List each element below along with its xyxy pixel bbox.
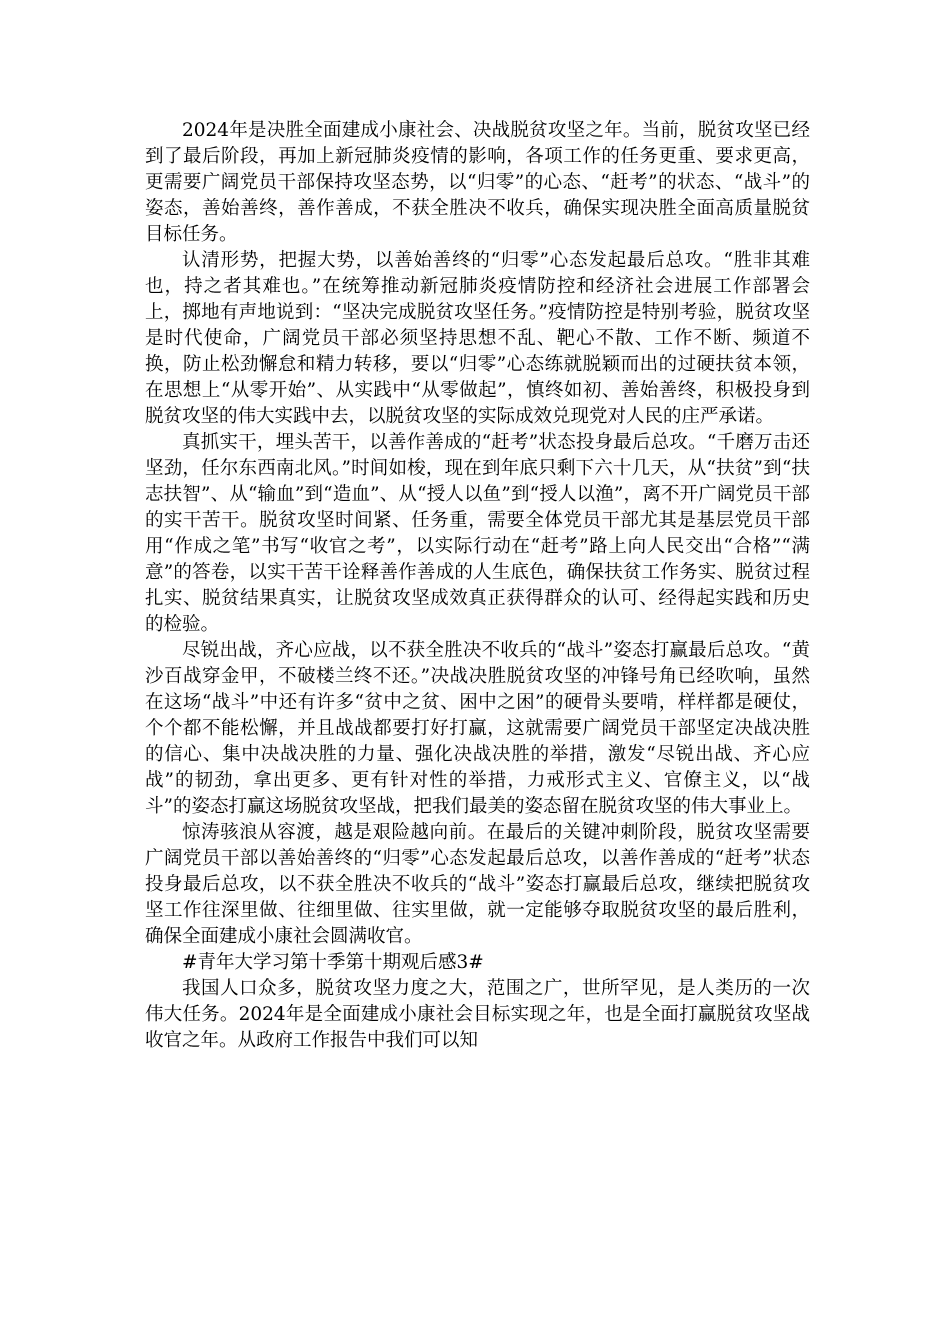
paragraph-intro: 2024年是决胜全面建成小康社会、决战脱贫攻坚之年。当前，脱贫攻坚已经到了最后阶段，再加上新冠肺炎疫情的影响，各项工作的任务更重、要求更高，更需要广阔党员干部保持攻坚态势，以“归零”的心态、“赶考”的状态、“战斗”的姿态，善始善终，善作善成，不获全胜决不收兵，确保实现决胜全面高质量脱贫目标任务。	[145, 120, 810, 245]
paragraph-zhandou: 尽锐出战，齐心应战，以不获全胜决不收兵的“战斗”姿态打赢最后总攻。“黄沙百战穿金甲，不破楼兰终不还。”决战决胜脱贫攻坚的冲锋号角已经吹响，虽然在这场“战斗”中还有许多“贫中之贫、困中之困”的硬骨头要啃，样样都是硬仗，个个都不能松懈，并且战战都要打好打赢，这就需要广阔党员干部坚定决战决胜的信心、集中决战决胜的力量、强化决战决胜的举措，激发“尽锐出战、齐心应战”的韧劲，拿出更多、更有针对性的举措，力戒形式主义、官僚主义，以“战斗”的姿态打赢这场脱贫攻坚战，把我们最美的姿态留在脱贫攻坚的伟大事业上。	[145, 640, 810, 817]
paragraph-guiling: 认清形势，把握大势，以善始善终的“归零”心态发起最后总攻。“胜非其难也，持之者其难也。”在统筹推动新冠肺炎疫情防控和经济社会进展工作部署会上，掷地有声地说到：“坚决完成脱贫攻坚任务。”疫情防控是特别考验，脱贫攻坚是时代使命，广阔党员干部必须坚持思想不乱、靶心不散、工作不断、频道不换，防止松劲懈怠和精力转移，要以“归零”心态练就脱颖而出的过硬扶贫本领，在思想上“从零开始”、从实践中“从零做起”，慎终如初、善始善终，积极投身到脱贫攻坚的伟大实践中去，以脱贫攻坚的实际成效兑现党对人民的庄严承诺。	[145, 250, 810, 427]
paragraph-conclusion: 惊涛骇浪从容渡，越是艰险越向前。在最后的关键冲刺阶段，脱贫攻坚需要广阔党员干部以善始善终的“归零”心态发起最后总攻，以善作善成的“赶考”状态投身最后总攻，以不获全胜决不收兵的“战斗”姿态打赢最后总攻，继续把脱贫攻坚工作往深里做、往细里做、往实里做，就一定能够夺取脱贫攻坚的最后胜利，确保全面建成小康社会圆满收官。	[145, 822, 810, 947]
document-page	[145, 118, 810, 1054]
paragraph-gankao: 真抓实干，埋头苦干，以善作善成的“赶考”状态投身最后总攻。“千磨万击还坚劲，任尔东西南北风。”时间如梭，现在到年底只剩下六十几天，从“扶贫”到“扶志扶智”、从“输血”到“造血”、从“授人以鱼”到“授人以渔”，离不开广阔党员干部的实干苦干。脱贫攻坚时间紧、任务重，需要全体党员干部尤其是基层党员干部用“作成之笔”书写“收官之考”，以实际行动在“赶考”路上向人民交出“合格”“满意”的答卷，以实干苦干诠释善作善成的人生底色，确保扶贫工作务实、脱贫过程扎实、脱贫结果真实，让脱贫攻坚成效真正获得群众的认可、经得起实践和历史的检验。	[145, 432, 810, 635]
section-heading: #青年大学习第十季第十期观后感3#	[182, 952, 484, 973]
paragraph-next-section: 我国人口众多，脱贫攻坚力度之大，范围之广，世所罕见，是人类历的一次伟大任务。2024年是全面建成小康社会目标实现之年，也是全面打赢脱贫攻坚战收官之年。从政府工作报告中我们可以知	[145, 978, 810, 1051]
